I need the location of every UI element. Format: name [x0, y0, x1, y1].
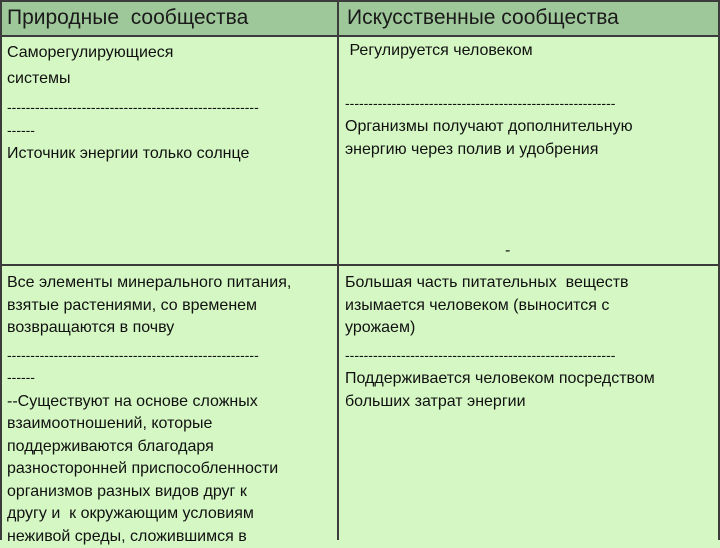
header-natural: Природные сообщества [0, 0, 338, 36]
row2-natural-line1: Все элементы минерального питания, [7, 272, 335, 295]
header-artificial: Искусственные сообщества [338, 0, 720, 36]
row2-natural-line3: возвращаются в почву [7, 317, 335, 340]
row2-artificial-cell [345, 272, 717, 413]
row2-artificial-line2: изымается человеком (выносится с [345, 295, 717, 318]
row1-natural-cell [7, 40, 335, 166]
row1-artificial-separator: ---------------------------------------------------------- [345, 92, 717, 115]
row1-artificial-mark: - [505, 240, 525, 263]
row1-artificial-line2: Организмы получают дополнительную [345, 116, 717, 139]
row2-natural-line4: --Существуют на основе сложных [7, 391, 335, 414]
row2-artificial-line4: Поддерживается человеком посредством [345, 368, 717, 391]
row1-artificial-line3: энергию через полив и удобрения [345, 139, 717, 162]
row1-natural-line2: системы [7, 66, 335, 92]
row1-artificial-cell [345, 40, 717, 161]
row2-natural-separator: ------------------------------------------------------ [7, 344, 335, 367]
row1-natural-line1: Саморегулирующиеся [7, 40, 335, 66]
row2-natural-line5: взаимоотношений, которые [7, 413, 335, 436]
row2-artificial-separator: ---------------------------------------------------------- [345, 344, 717, 367]
row2-natural-line9: другу и к окружающим условиям [7, 503, 335, 526]
row2-natural-line2: взятые растениями, со временем [7, 295, 335, 318]
row1-natural-line3: Источник энергии только солнце [7, 143, 335, 166]
row2-natural-line6: поддерживаются благодаря [7, 436, 335, 459]
row2-natural-line10: неживой среды, сложившимся в [7, 526, 335, 548]
row2-natural-cell [7, 272, 335, 548]
row2-natural-line7: разносторонней приспособленности [7, 458, 335, 481]
row2-artificial-line5: больших затрат энергии [345, 391, 717, 414]
row2-natural-separator-tail: ------ [7, 366, 335, 389]
row2-artificial-line1: Большая часть питательных веществ [345, 272, 717, 295]
row2-artificial-line3: урожаем) [345, 317, 717, 340]
row2-natural-line8: организмов разных видов друг к [7, 481, 335, 504]
row1-artificial-line1: Регулируется человеком [345, 40, 717, 63]
row1-natural-separator-tail: ------ [7, 119, 335, 142]
row1-natural-separator: ------------------------------------------------------ [7, 96, 335, 119]
